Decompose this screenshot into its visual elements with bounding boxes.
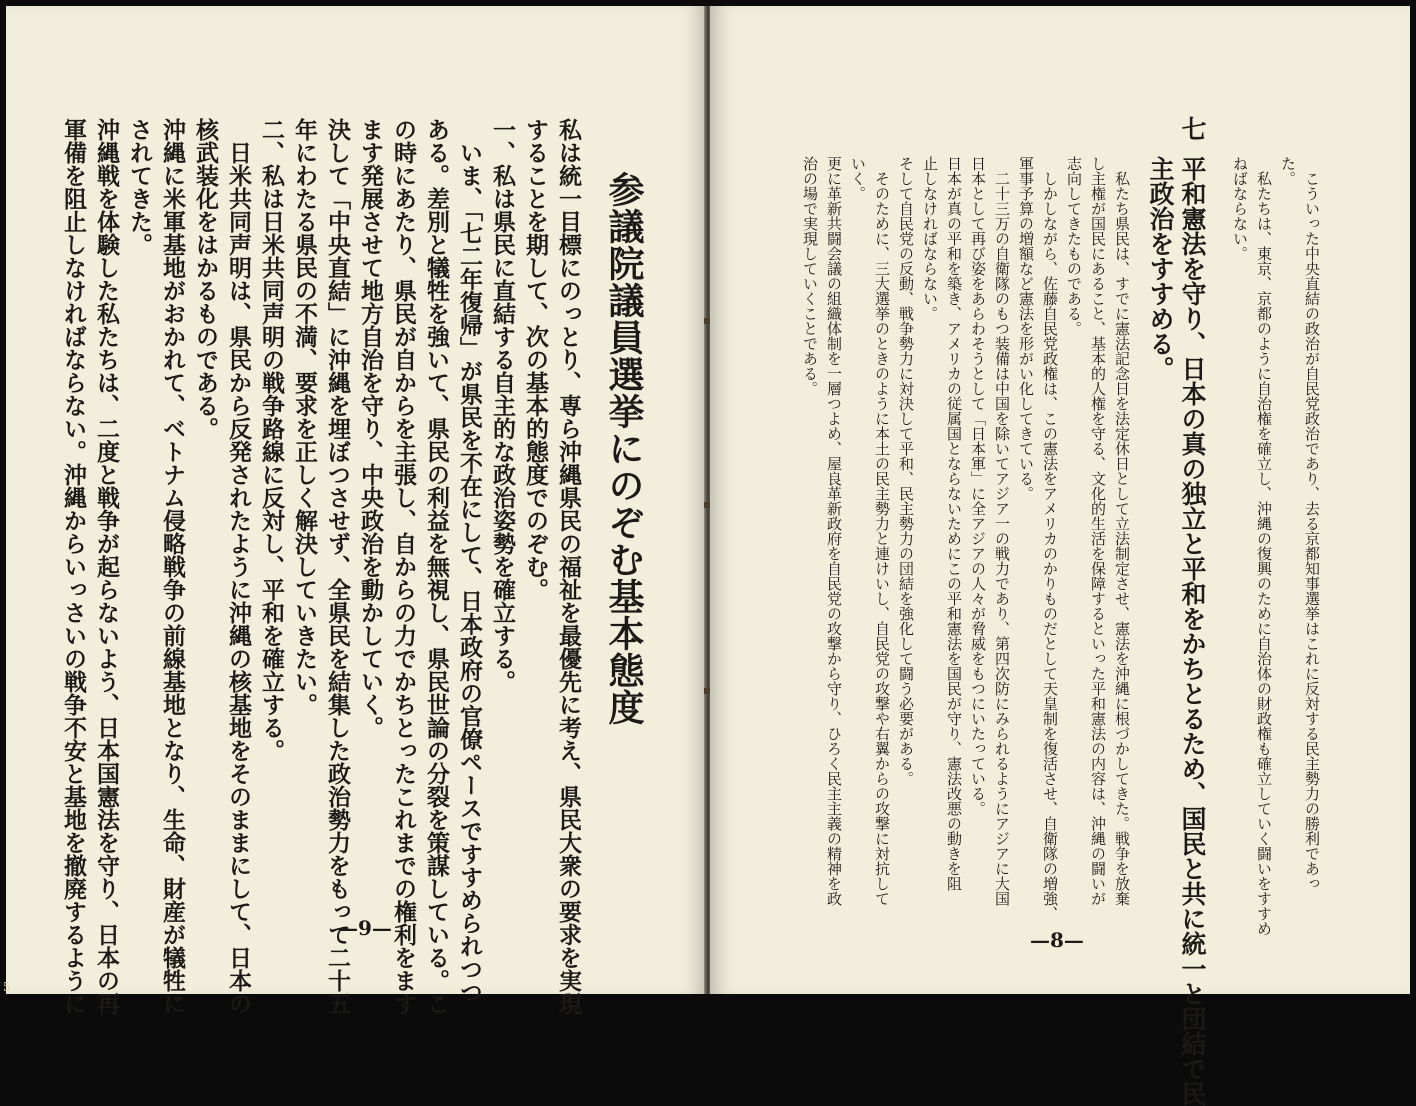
text-column: されてきた。 <box>126 118 153 256</box>
text-column: 日本が真の平和を築き、アメリカの従属国とならないためにこの平和憲法を国民が守り、憲法改悪の動きを阻 <box>945 156 963 891</box>
text-column: 決して「中央直結」に沖縄を埋ぼつさせず、全県民を結集した政治勢力をもって二十五 <box>324 118 351 1015</box>
text-column: こういった中央直結の政治が自民党政治であり、去る京都知事選挙はこれに反対する民主勢力の勝利であっ <box>1303 171 1321 891</box>
section-heading: 平和憲法を守り、日本の真の独立と平和をかちとるため、国民と共に統一と団結で民 <box>1178 156 1207 1106</box>
page-9 <box>6 6 706 1015</box>
text-column: ねばならない。 <box>1231 156 1249 261</box>
text-column: 二十三万の自衛隊のもつ装備は中国を除いてアジア一の戦力であり、第四次防にみられるようにアジアに大国 <box>993 171 1011 906</box>
text-column: 日米共同声明は、県民から反発されたように沖縄の核基地をそのままにして、日本の <box>225 141 252 1015</box>
text-column: 私は統一目標にのっとり、専ら沖縄県民の福祉を最優先に考え、県民大衆の要求を実現 <box>555 118 582 1015</box>
text-column: 私たち県民は、すでに憲法記念日を法定休日として立法制定させ、憲法を沖縄に根づかしてきた。戦争を放棄 <box>1113 171 1131 906</box>
text-column: いま、「七二年復帰」が県民を不在にして、日本政府の官僚ペースですすめられつつ <box>456 141 483 1004</box>
text-column: 軍事予算の増額など憲法を形がい化してきている。 <box>1017 156 1035 501</box>
text-column: 沖縄戦を体験した私たちは、二度と戦争が起らないよう、日本国憲法を守り、日本の再 <box>93 118 120 1015</box>
text-column: いく。 <box>849 156 867 201</box>
text-column: ある。差別と犠牲を強いて、県民の利益を無視し、県民世論の分裂を策謀している。こ <box>423 118 450 1015</box>
text-column: することを期して、次の基本的態度でのぞむ。 <box>522 118 549 601</box>
page-title: 参議院議員選挙にのぞむ基本態度 <box>603 171 645 726</box>
text-column: そのために、三大選挙のときのように本土の民主勢力と連けいし、自民党の攻撃や右翼からの攻撃に対抗して <box>873 171 891 906</box>
corner-mark: 5 <box>3 980 11 994</box>
text-column: の時にあたり、県民が自からを主張し、自からの力でかちとったこれまでの権利をます <box>390 118 417 1015</box>
page-number: —9— <box>338 916 392 940</box>
text-column: し主権が国民にあること、基本的人権を守る、文化的生活を保障するといった平和憲法の内容は、沖縄の闘いが <box>1089 156 1107 906</box>
text-column: 治の場で実現していくことである。 <box>801 156 819 396</box>
section-heading: 二、私は日米共同声明の戦争路線に反対し、平和を確立する。 <box>258 118 285 762</box>
text-column: 核武装化をはかるものである。 <box>192 118 219 440</box>
text-column: 志向してきたものである。 <box>1065 156 1083 336</box>
text-column: そして自民党の反動、戦争勢力に対決して平和、民主勢力の団結を強化して闘う必要がある。 <box>897 156 915 786</box>
text-column: 沖縄に米軍基地がおかれて、ベトナム侵略戦争の前線基地となり、生命、財産が犠牲に <box>159 118 186 1015</box>
page-8 <box>710 6 1410 1106</box>
book-spread <box>6 6 1410 1106</box>
text-column: 年にわたる県民の不満、要求を正しく解決していきたい。 <box>291 118 318 716</box>
text-column: ます発展させて地方自治を守り、中央政治を動かしていく。 <box>357 118 384 739</box>
text-column: た。 <box>1279 156 1297 186</box>
section-heading: 一、私は県民に直結する自主的な政治姿勢を確立する。 <box>489 118 516 693</box>
section-heading: 主政治をすすめる。 <box>1146 156 1175 381</box>
text-column: しかしながら、佐藤自民党政権は、この憲法をアメリカのかりものだとして天皇制を復活させ、自衛隊の増強、 <box>1041 171 1059 921</box>
text-column: 止しなければならない。 <box>921 156 939 321</box>
text-column: 更に革新共闘会議の組織体制を一層つよめ、屋良革新政府を自民党の攻撃から守り、ひろく民主主義の精神を政 <box>825 156 843 906</box>
section-number: 七 <box>1178 116 1207 141</box>
text-column: 私たちは、東京、京都のように自治権を確立し、沖縄の復興のために自治体の財政権も確立していく闘いをすすめ <box>1255 171 1273 936</box>
page-number: —8— <box>1030 928 1084 952</box>
text-column: 日本として再び姿をあらわそうとして「日本軍」に全アジアの人々が脅威をもつにいたっている。 <box>969 156 987 816</box>
text-column: 軍備を阻止しなければならない。沖縄からいっさいの戦争不安と基地を撤廃するように <box>60 118 87 1015</box>
